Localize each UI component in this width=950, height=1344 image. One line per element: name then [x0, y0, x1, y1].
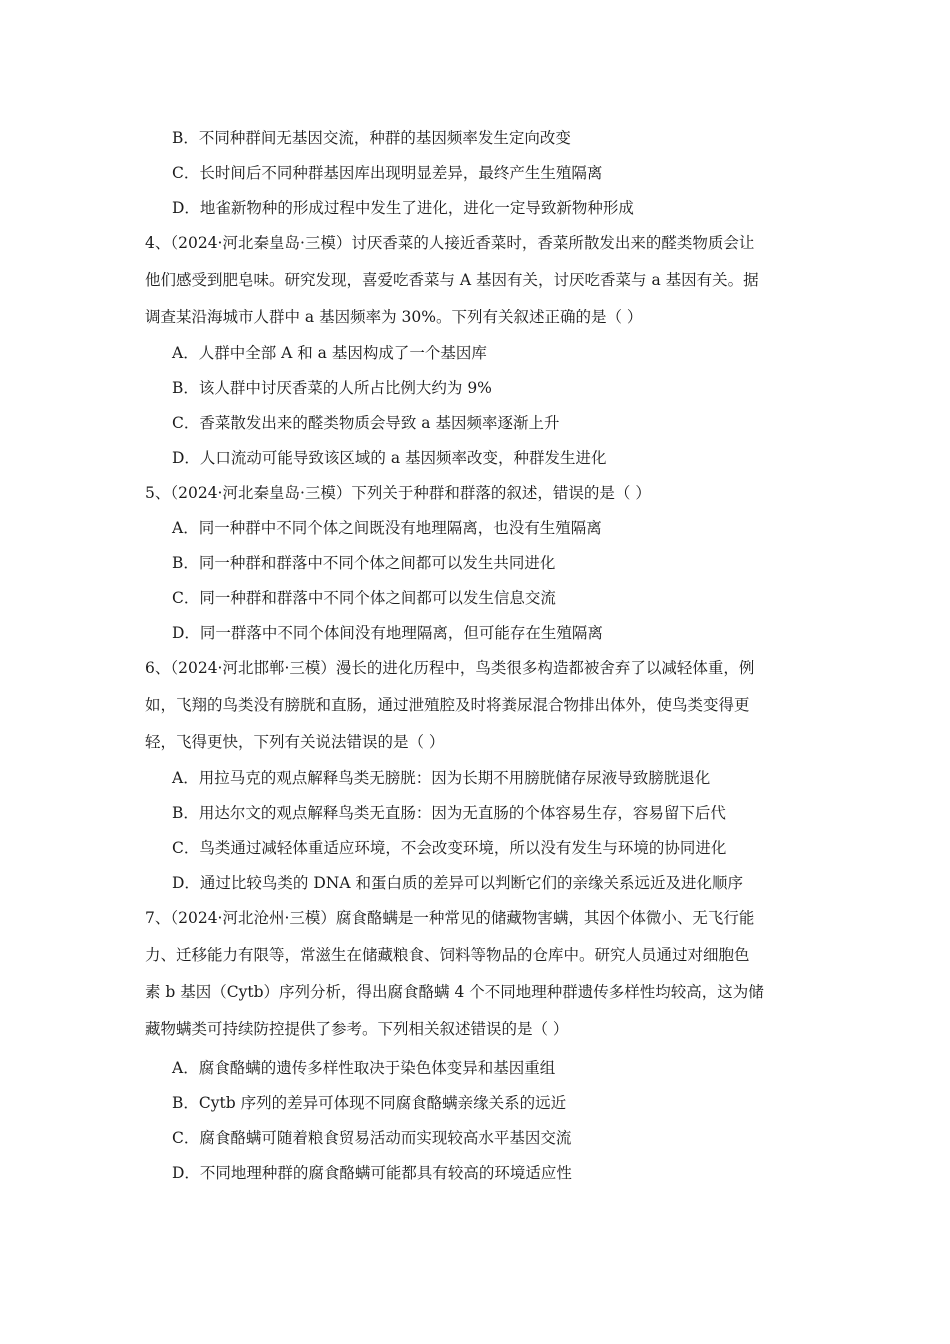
- q5-option-b: B．同一种群和群落中不同个体之间都可以发生共同进化: [172, 554, 556, 572]
- q7-option-b: B．Cytb 序列的差异可体现不同腐食酪螨亲缘关系的远近: [172, 1094, 567, 1112]
- q7-option-d: D．不同地理种群的腐食酪螨可能都具有较高的环境适应性: [172, 1164, 572, 1182]
- q5-stem-line-1: 5、（2024·河北秦皇岛·三模）下列关于种群和群落的叙述，错误的是（ ）: [145, 484, 651, 502]
- q4-option-b: B．该人群中讨厌香菜的人所占比例大约为 9%: [172, 379, 492, 397]
- q5-option-c: C．同一种群和群落中不同个体之间都可以发生信息交流: [172, 589, 556, 607]
- q5-option-d: D．同一群落中不同个体间没有地理隔离，但可能存在生殖隔离: [172, 624, 603, 642]
- q6-option-c: C．鸟类通过减轻体重适应环境，不会改变环境，所以没有发生与环境的协同进化: [172, 839, 727, 857]
- q6-option-a: A．用拉马克的观点解释鸟类无膀胱：因为长期不用膀胱储存尿液导致膀胱退化: [172, 769, 711, 787]
- q4-option-d: D．人口流动可能导致该区域的 a 基因频率改变，种群发生进化: [172, 449, 607, 467]
- q6-stem-line-2: 如，飞翔的鸟类没有膀胱和直肠，通过泄殖腔及时将粪尿混合物排出体外，使鸟类变得更: [145, 696, 750, 714]
- q7-stem-line-3: 素 b 基因（Cytb）序列分析，得出腐食酪螨 4 个不同地理种群遗传多样性均较高，这为储: [145, 983, 764, 1001]
- q6-option-b: B．用达尔文的观点解释鸟类无直肠：因为无直肠的个体容易生存，容易留下后代: [172, 804, 726, 822]
- q7-stem-line-2: 力、迁移能力有限等，常滋生在储藏粮食、饲料等物品的仓库中。研究人员通过对细胞色: [145, 946, 750, 964]
- q7-stem-line-1: 7、（2024·河北沧州·三模）腐食酪螨是一种常见的储藏物害螨，其因个体微小、无飞行能: [145, 909, 755, 927]
- q4-option-a: A．人群中全部 A 和 a 基因构成了一个基因库: [172, 344, 487, 362]
- q3-option-d: D．地雀新物种的形成过程中发生了进化，进化一定导致新物种形成: [172, 199, 634, 217]
- q4-stem-line-1: 4、（2024·河北秦皇岛·三模）讨厌香菜的人接近香菜时，香菜所散发出来的醛类物质会让: [145, 234, 755, 252]
- q7-option-a: A．腐食酪螨的遗传多样性取决于染色体变异和基因重组: [172, 1059, 556, 1077]
- q4-option-c: C．香菜散发出来的醛类物质会导致 a 基因频率逐渐上升: [172, 414, 560, 432]
- q7-option-c: C．腐食酪螨可随着粮食贸易活动而实现较高水平基因交流: [172, 1129, 572, 1147]
- q7-stem-line-4: 藏物螨类可持续防控提供了参考。下列相关叙述错误的是（ ）: [145, 1020, 569, 1038]
- q4-stem-line-3: 调查某沿海城市人群中 a 基因频率为 30%。下列有关叙述正确的是（ ）: [145, 308, 643, 326]
- q3-option-c: C．长时间后不同种群基因库出现明显差异，最终产生生殖隔离: [172, 164, 603, 182]
- q6-option-d: D．通过比较鸟类的 DNA 和蛋白质的差异可以判断它们的亲缘关系远近及进化顺序: [172, 874, 743, 892]
- q5-option-a: A．同一种群中不同个体之间既没有地理隔离，也没有生殖隔离: [172, 519, 602, 537]
- q6-stem-line-1: 6、（2024·河北邯郸·三模）漫长的进化历程中，鸟类很多构造都被舍弃了以减轻体重，例: [145, 659, 755, 677]
- q4-stem-line-2: 他们感受到肥皂味。研究发现，喜爱吃香菜与 A 基因有关，讨厌吃香菜与 a 基因有关。据: [145, 271, 759, 289]
- q3-option-b: B．不同种群间无基因交流，种群的基因频率发生定向改变: [172, 129, 571, 147]
- q6-stem-line-3: 轻，飞得更快，下列有关说法错误的是（ ）: [145, 733, 445, 751]
